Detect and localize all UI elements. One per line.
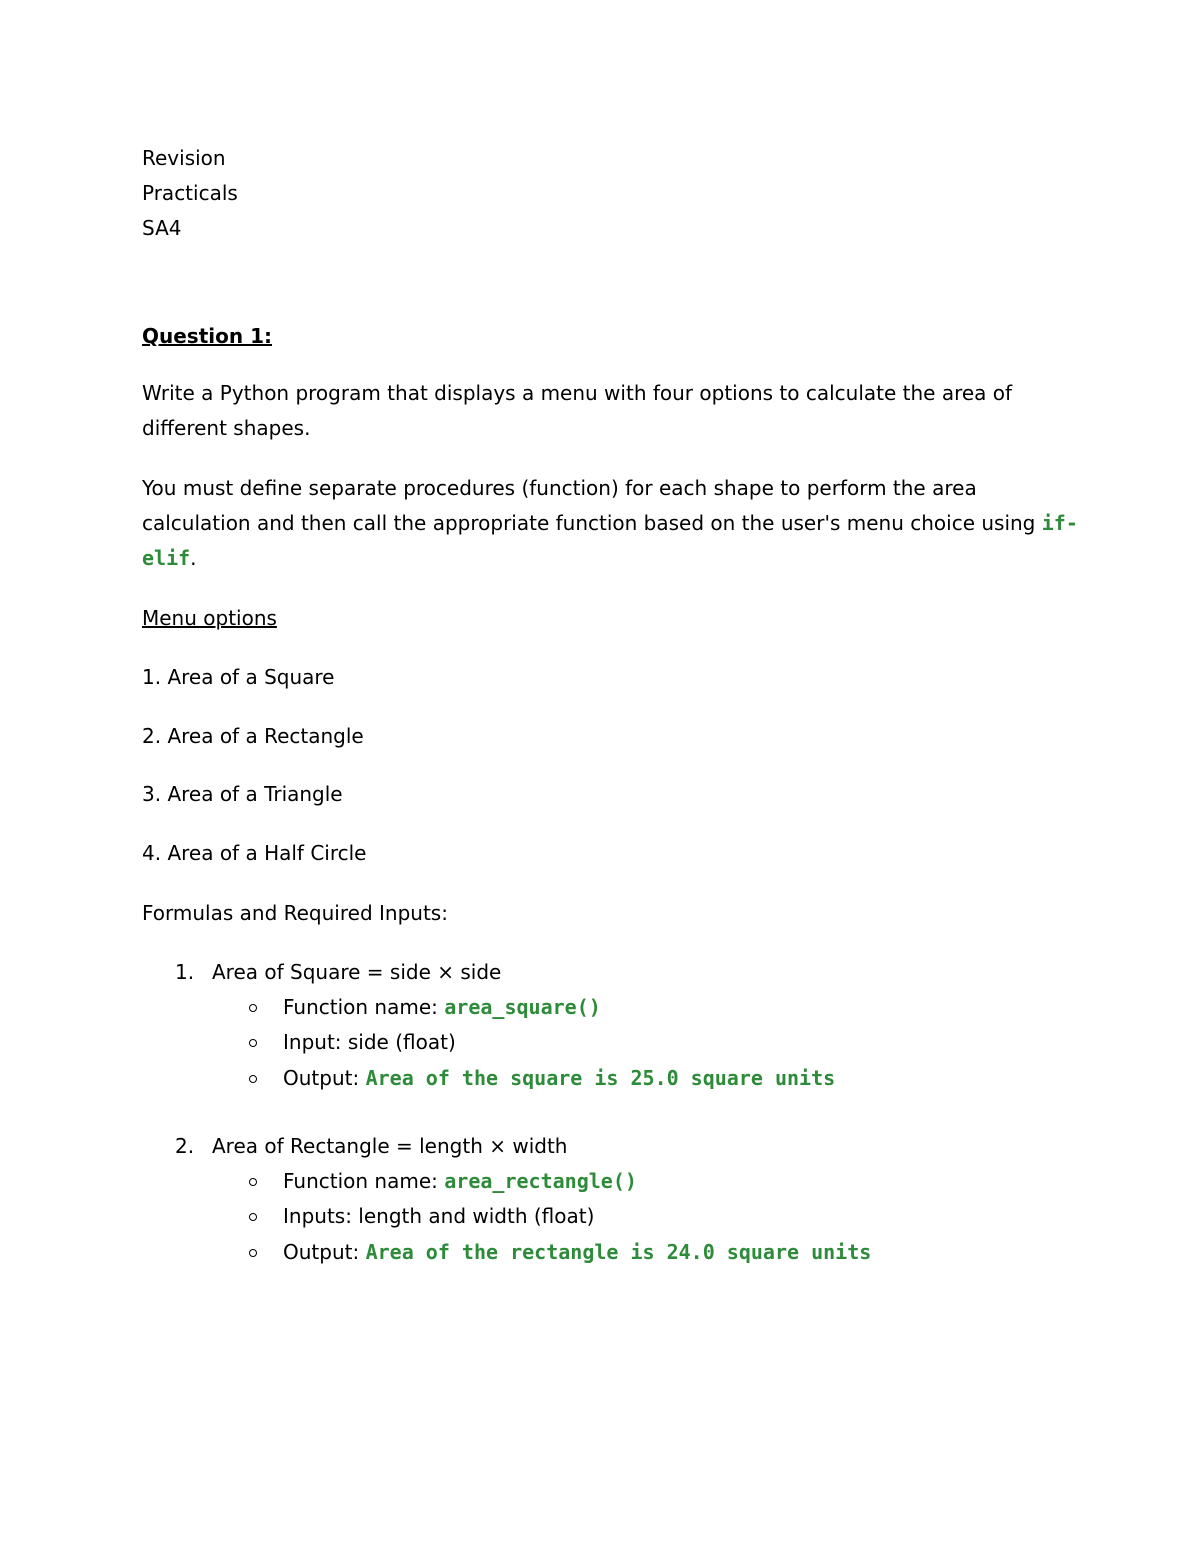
output-label: Output: — [283, 1240, 360, 1264]
formula-2-function — [283, 1169, 637, 1193]
bullet-icon — [249, 1249, 257, 1257]
bullet-icon — [249, 1039, 257, 1047]
function-label: Function name: — [283, 1169, 438, 1193]
bullet-icon — [249, 1213, 257, 1221]
menu-heading: Menu options — [142, 606, 277, 630]
formula-2-input: Inputs: length and width (float) — [283, 1204, 595, 1228]
formula-2-title: Area of Rectangle = length × width — [212, 1134, 568, 1158]
function-code: area_square() — [444, 995, 601, 1019]
header-sa4: SA4 — [142, 216, 182, 240]
formula-1-number: 1. — [175, 960, 195, 984]
if-elif-code: if-elif — [142, 511, 1078, 570]
question-paragraph-2 — [142, 471, 1087, 576]
formulas-heading: Formulas and Required Inputs: — [142, 901, 448, 925]
output-code: Area of the square is 25.0 square units — [365, 1066, 836, 1090]
header-revision: Revision — [142, 146, 226, 170]
menu-item-triangle: 3. Area of a Triangle — [142, 782, 343, 806]
bullet-icon — [249, 1004, 257, 1012]
function-label: Function name: — [283, 995, 438, 1019]
menu-item-rectangle: 2. Area of a Rectangle — [142, 724, 364, 748]
question-title: Question 1: — [142, 324, 272, 348]
function-code: area_rectangle() — [444, 1169, 637, 1193]
formula-2-number: 2. — [175, 1134, 195, 1158]
menu-item-half-circle: 4. Area of a Half Circle — [142, 841, 367, 865]
question-paragraph-1: Write a Python program that displays a menu with four options to calculate the area of different shapes. — [142, 381, 1013, 440]
paragraph-2-text: You must define separate procedures (function) for each shape to perform the area calculation and then call the appropriate function based on the user's menu choice using — [142, 476, 1036, 535]
formula-1-title: Area of Square = side × side — [212, 960, 502, 984]
bullet-icon — [249, 1075, 257, 1083]
formula-2-output — [283, 1240, 871, 1264]
formula-1-output — [283, 1066, 835, 1090]
paragraph-2-end: . — [190, 546, 197, 570]
bullet-icon — [249, 1178, 257, 1186]
output-code: Area of the rectangle is 24.0 square units — [365, 1240, 872, 1264]
output-label: Output: — [283, 1066, 360, 1090]
header-practicals: Practicals — [142, 181, 238, 205]
menu-item-square: 1. Area of a Square — [142, 665, 335, 689]
formula-1-function — [283, 995, 601, 1019]
formula-1-input: Input: side (float) — [283, 1030, 456, 1054]
